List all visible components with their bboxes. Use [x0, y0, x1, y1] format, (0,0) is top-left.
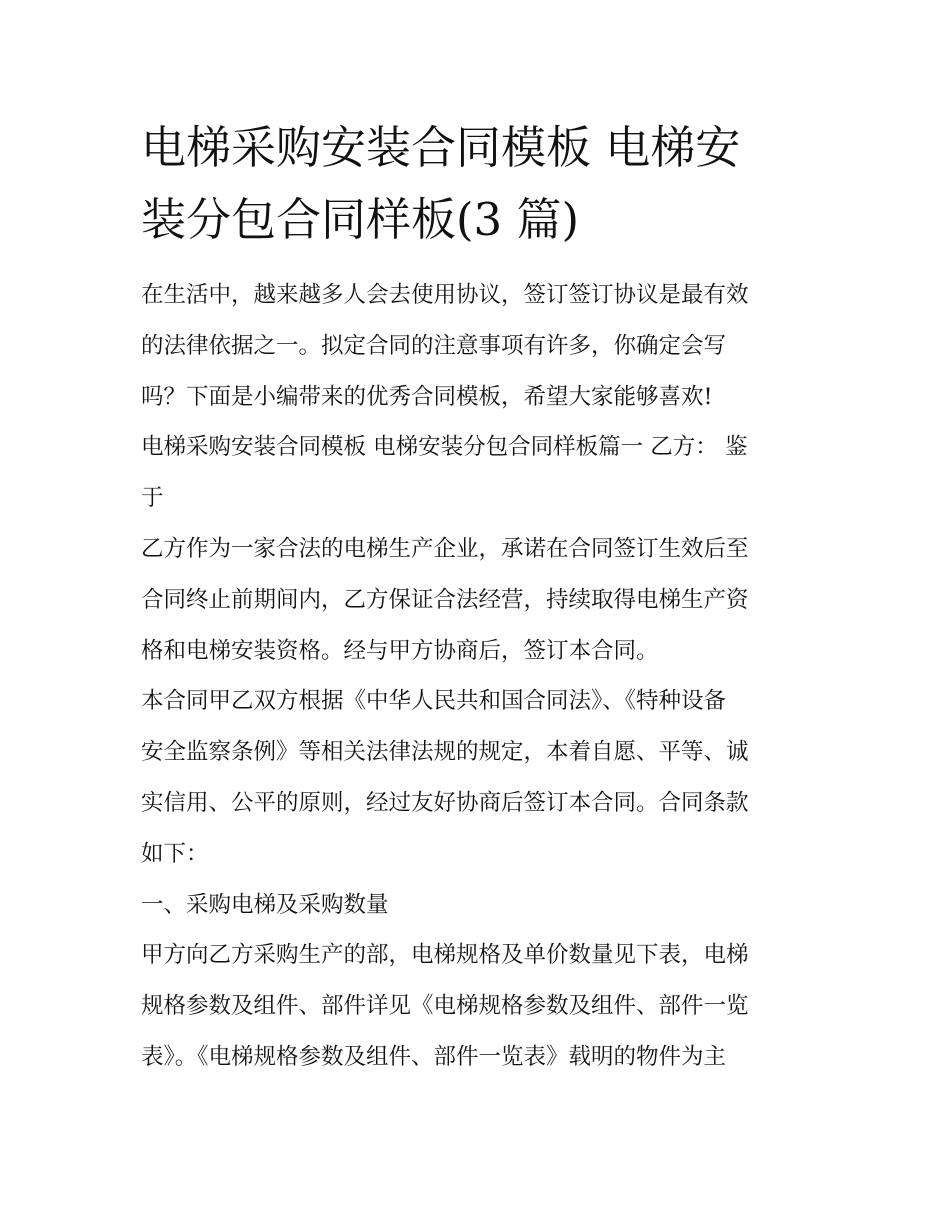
paragraph-line: 的法律依据之一。拟定合同的注意事项有许多，你确定会写	[141, 332, 727, 359]
paragraph-line: 合同终止前期间内，乙方保证合法经营，持续取得电梯生产资	[141, 586, 749, 613]
paragraph-line: 本合同甲乙双方根据《中华人民共和国合同法》、《特种设备	[141, 688, 727, 715]
paragraph-line: 在生活中，越来越多人会去使用协议，签订签订协议是最有效	[141, 282, 749, 308]
paragraph-line: 吗？下面是小编带来的优秀合同模板，希望大家能够喜欢!	[141, 383, 713, 410]
paragraph-line: 规格参数及组件、部件详见《电梯规格参数及组件、部件一览	[141, 993, 749, 1020]
paragraph-line: 如下：	[141, 840, 209, 867]
paragraph-line: 甲方向乙方采购生产的部，电梯规格及单价数量见下表，电梯	[141, 942, 749, 969]
title-line: 电梯采购安装合同模板 电梯安	[141, 121, 741, 174]
paragraph-line: 安全监察条例》等相关法律法规的规定，本着自愿、平等、诚	[141, 739, 749, 766]
document-title	[141, 112, 821, 256]
paragraph-line: 乙方作为一家合法的电梯生产企业，承诺在合同签订生效后至	[141, 535, 749, 562]
section-heading-line: 一、采购电梯及采购数量	[141, 891, 389, 918]
title-line: 装分包合同样板(3 篇)	[141, 193, 580, 246]
paragraph-line: 实信用、公平的原则，经过友好协商后签订本合同。合同条款	[141, 789, 749, 816]
paragraph-line: 于	[141, 485, 164, 512]
paragraph-line: 格和电梯安装资格。经与甲方协商后，签订本合同。	[141, 637, 659, 664]
paragraph-line: 表》。《电梯规格参数及组件、部件一览表》载明的物件为主	[141, 1043, 727, 1070]
paragraph-line: 电梯采购安装合同模板 电梯安装分包合同样板篇一 乙方： 鉴	[141, 434, 748, 461]
document-body	[141, 270, 821, 1083]
